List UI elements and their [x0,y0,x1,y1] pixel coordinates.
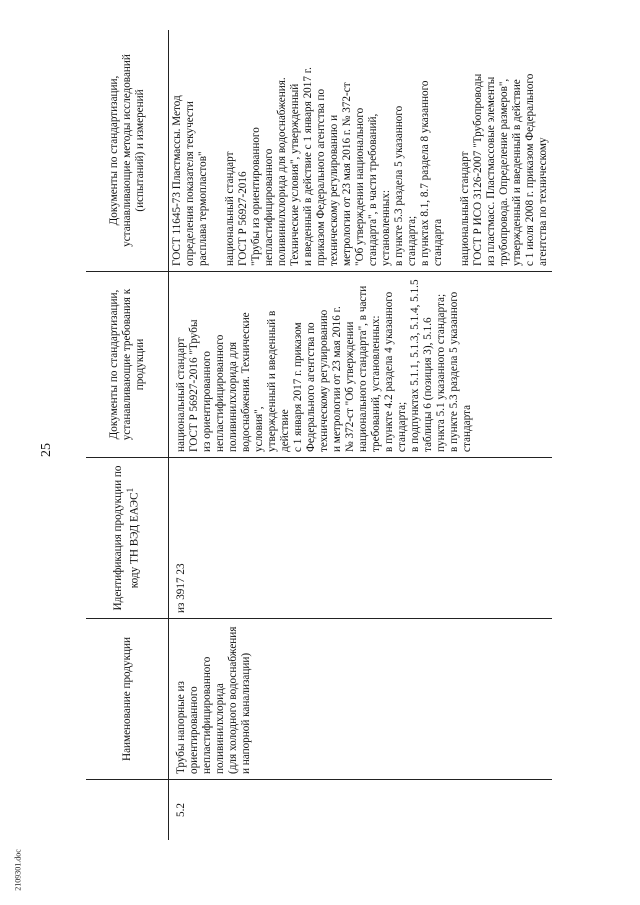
tnved-code: из 3917 23 [175,563,187,613]
product-name: Трубы напорные из ориентированного непластифицированного поливинилхлорида (для холодного водоснабжения и напорной канализации) [175,626,252,774]
requirements-cell [169,272,553,458]
header-tnved-code: Идентификация продукции по коду ТН ВЭД ЕАЭС$^1$ [86,458,169,619]
regulation-table [86,30,556,840]
tnved-code-cell [169,458,553,619]
footer-doc-code: 2109301.doc [13,849,23,891]
requirements-text: национальный стандарт ГОСТ Р 56927-2016 "Трубы из ориентированного непластифицированного поливинилхлорида для водоснабжения. Технические условия", утвержденный и введенный в действие с 1 января 2017 г. приказом Федерального агентства по техническому регулированию и метрологии от 23 мая 2016 г. № 372-ст "Об утверждении национального стандарта", в части требований, установленных: в пункте 4.2 раздела 4 указанного стандарта; в подпунктах 5.1.1, 5.1.3, 5.1.4, 5.1.5 таблицы 6 (позиция 3), 5.1.6 пункта 5.1 указанного стандарта; в пункте 5.3 раздела 5 указанного стандарта [175,279,473,452]
standards-table [86,30,552,840]
methods-doc-3: национальный стандарт ГОСТ Р ИСО 3126-2007 "Трубопроводы из пластмасс. Пластмассовые элементы трубопровода. Определение размеров", утвержденный и введенный в действие с 1 июля 2008 г. приказом Федерального агентства по техническому [459,73,549,266]
spacer [445,35,459,266]
header-product-name: Наименование продукции [86,619,169,780]
methods-doc-2: национальный стандарт ГОСТ Р 56927-2016 "Трубы из ориентированного непластифицированного поливинилхлорида для водоснабжения. Технические условия", утвержденный и введенный в действие с 1 января 2017 г. приказом Федерального агентства по техническому регулированию и метрологии от 23 мая 2016 г. № 372-ст "Об утверждении национального стандарта", в части требований, установленных: в пункте 5.3 раздела 5 указанного стандарта; в пунктах 8.1, 8.7 раздела 8 указанного стандарта [224,67,444,266]
header-methods-docs: Документы по стандартизации, устанавливающие методы исследований (испытаний) и измерений [86,30,169,272]
row-number: 5.2 [175,803,187,817]
table-row [169,30,553,840]
methods-cell [169,30,553,272]
spacer [210,35,224,266]
page-number: 25 [39,443,54,457]
product-name-cell [169,619,553,780]
methods-doc-1: ГОСТ 11645-73 Пластмассы. Метод определения показателя текучести расплава термопластов" [171,95,209,266]
table-header-row [86,30,169,840]
header-requirements-docs: Документы по стандартизации, устанавливающие требования к продукции [86,272,169,458]
footnote-marker: 1 [126,487,137,493]
header-number [86,780,169,841]
